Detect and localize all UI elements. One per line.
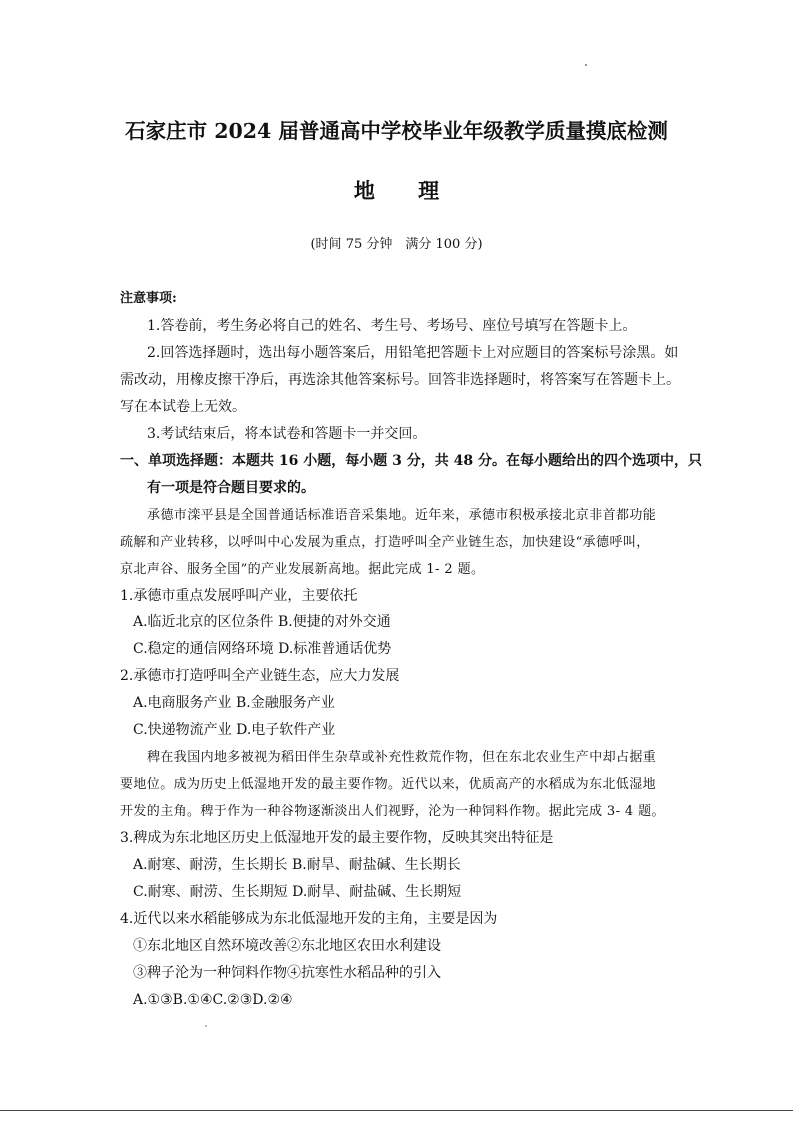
- passage-2-line-3: 开发的主角。稗于作为一种谷物逐渐淡出人们视野，沦为一种饲料作物。据此完成 3- 4 题。: [120, 804, 665, 819]
- q4-items-3-4: ③稗子沦为一种饲料作物④抗寒性水稻品种的引入: [133, 965, 441, 981]
- q1-stem: 1.承德市重点发展呼叫产业，主要依托: [120, 588, 358, 604]
- q2-options-ab: A.电商服务产业 B.金融服务产业: [133, 695, 335, 711]
- scan-speck: [585, 64, 587, 66]
- q1-options-cd: C.稳定的通信网络环境 D.标准普通话优势: [133, 641, 392, 657]
- passage-2-line-1: 稗在我国内地多被视为稻田伴生杂草或补充性救荒作物，但在东北农业生产中却占据重: [147, 750, 657, 765]
- q2-stem: 2.承德市打造呼叫全产业链生态，应大力发展: [120, 668, 400, 684]
- notice-heading: 注意事项:: [120, 291, 177, 306]
- subject-title: 地 理: [353, 178, 458, 203]
- q3-options-cd: C.耐寒、耐涝、生长期短 D.耐旱、耐盐碱、生长期短: [133, 884, 462, 900]
- q4-stem: 4.近代以来水稻能够成为东北低湿地开发的主角，主要是因为: [120, 911, 498, 927]
- q2-options-cd: C.快递物流产业 D.电子软件产业: [133, 722, 336, 738]
- notice-item-2-line-1: 2.回答选择题时，选出每小题答案后，用铅笔把答题卡上对应题目的答案标号涂黑。如: [147, 345, 679, 361]
- section-1-heading-line-2: 有一项是符合题目要求的。: [147, 480, 315, 496]
- passage-1-line-2: 疏解和产业转移，以呼叫中心发展为重点，打造呼叫全产业链生态，加快建设“承德呼叫，: [120, 535, 650, 550]
- notice-item-3: 3.考试结束后，将本试卷和答题卡一并交回。: [147, 426, 427, 442]
- page-bottom-rule: [0, 1110, 793, 1111]
- exam-title: 石家庄市 2024 届普通高中学校毕业年级教学质量摸底检测: [125, 119, 668, 143]
- q4-options: A.①③B.①④C.②③D.②④: [133, 992, 293, 1008]
- passage-1-line-3: 京北声谷、服务全国”的产业发展新高地。据此完成 1- 2 题。: [120, 562, 485, 577]
- q1-options-ab: A.临近北京的区位条件 B.便捷的对外交通: [133, 614, 391, 630]
- passage-1-line-1: 承德市滦平县是全国普通话标准语音采集地。近年来，承德市积极承接北京非首都功能: [147, 508, 657, 523]
- passage-2-line-2: 要地位。成为历史上低湿地开发的最主要作物。近代以来，优质高产的水稻成为东北低湿地: [120, 777, 657, 792]
- time-note: (时间 75 分钟 满分 100 分): [310, 237, 483, 252]
- q4-items-1-2: ①东北地区自然环境改善②东北地区农田水利建设: [133, 938, 441, 954]
- notice-item-2-line-3: 写在本试卷上无效。: [120, 399, 246, 415]
- notice-item-1: 1.答卷前，考生务必将自己的姓名、考生号、考场号、座位号填写在答题卡上。: [147, 318, 637, 334]
- section-1-heading-line-1: 一、单项选择题：本题共 16 小题，每小题 3 分，共 48 分。在每小题给出的四个选项中，只: [120, 453, 702, 469]
- q3-stem: 3.稗成为东北地区历史上低湿地开发的最主要作物，反映其突出特征是: [120, 830, 554, 846]
- q3-options-ab: A.耐寒、耐涝，生长期长 B.耐旱、耐盐碱、生长期长: [133, 857, 461, 873]
- notice-item-2-line-2: 需改动，用橡皮擦干净后，再选涂其他答案标号。回答非选择题时，将答案写在答题卡上。: [120, 372, 680, 388]
- scan-speck: [205, 1025, 207, 1027]
